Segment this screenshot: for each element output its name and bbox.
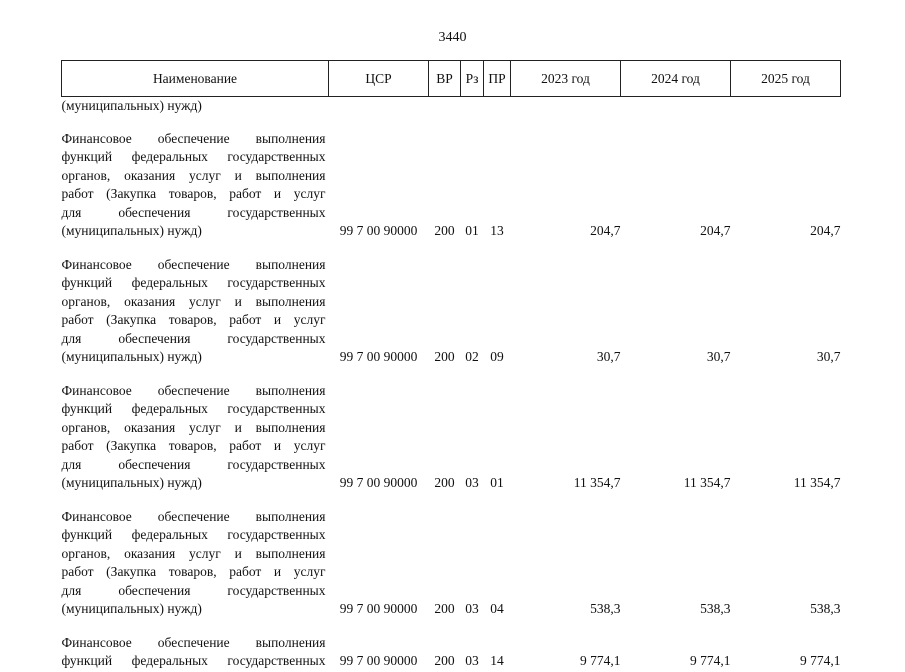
name-line: Финансовое обеспечение выполнения <box>61 508 326 524</box>
cell-pr: 14 <box>490 653 504 668</box>
header-rz: Рз <box>461 61 484 97</box>
row-name <box>62 382 329 494</box>
cell-rz: 03 <box>465 601 479 616</box>
cell-2023: 11 354,7 <box>573 475 621 490</box>
row-name <box>62 634 329 672</box>
table-row <box>62 382 841 494</box>
cell-2025: 9 774,1 <box>800 653 841 668</box>
name-line: функций федеральных государственных <box>61 275 326 290</box>
cell-2024: 204,7 <box>700 223 731 238</box>
cell-csr: 99 7 00 90000 <box>339 223 418 238</box>
header-2023: 2023 год <box>511 61 621 97</box>
cell-vr: 200 <box>434 223 455 238</box>
cell-2024: 11 354,7 <box>683 475 731 490</box>
cell-rz: 03 <box>465 653 479 668</box>
name-line: работ (Закупка товаров, работ и услуг <box>61 438 326 453</box>
cell-vr: 200 <box>434 653 455 668</box>
name-line: функций федеральных государственных <box>61 527 326 542</box>
cell-rz: 03 <box>465 475 479 490</box>
row-spacer <box>62 494 841 508</box>
continued-text: (муниципальных) нужд) <box>61 98 202 113</box>
name-line: для обеспечения государственных <box>61 204 326 220</box>
name-line: (муниципальных) нужд) <box>61 601 202 616</box>
cell-2025: 204,7 <box>810 223 841 238</box>
row-name <box>62 256 329 368</box>
cell-pr: 09 <box>490 349 504 364</box>
header-name: Наименование <box>62 61 329 97</box>
cell-2024: 30,7 <box>706 349 731 364</box>
header-vr: ВР <box>429 61 461 97</box>
name-line: функций федеральных государственных <box>61 149 326 164</box>
row-spacer <box>62 116 841 130</box>
cell-rz: 01 <box>465 223 479 238</box>
row-name <box>62 508 329 620</box>
name-line: Финансовое обеспечение выполнения <box>61 130 326 146</box>
header-csr: ЦСР <box>329 61 429 97</box>
name-line: (муниципальных) нужд) <box>61 475 202 490</box>
name-line: работ (Закупка товаров, работ и услуг <box>61 186 326 201</box>
name-line: органов, оказания услуг и выполнения <box>61 419 326 435</box>
header-pr: ПР <box>484 61 511 97</box>
cell-csr: 99 7 00 90000 <box>339 601 418 616</box>
name-line: функций федеральных государственных <box>61 653 326 668</box>
cell-2023: 9 774,1 <box>580 653 621 668</box>
name-line: для обеспечения государственных <box>61 456 326 472</box>
row-spacer <box>62 620 841 634</box>
cell-vr: 200 <box>434 601 455 616</box>
table-row <box>62 130 841 242</box>
name-line: органов, оказания услуг и выполнения <box>61 545 326 561</box>
cell-2023: 204,7 <box>590 223 621 238</box>
cell-2025: 30,7 <box>816 349 841 364</box>
table-row-continued <box>62 97 841 116</box>
table-header-row <box>62 61 841 97</box>
name-line: работ (Закупка товаров, работ и услуг <box>61 312 326 327</box>
cell-csr: 99 7 00 90000 <box>339 349 418 364</box>
row-spacer <box>62 242 841 256</box>
cell-csr: 99 7 00 90000 <box>339 475 418 490</box>
name-line: органов, оказания услуг и выполнения <box>61 167 326 183</box>
cell-2023: 30,7 <box>596 349 621 364</box>
page-number: 3440 <box>438 30 467 45</box>
name-line: для обеспечения государственных <box>61 582 326 598</box>
name-line: (муниципальных) нужд) <box>61 223 202 238</box>
name-line: для обеспечения государственных <box>61 330 326 346</box>
cell-pr: 13 <box>490 223 504 238</box>
cell-rz: 02 <box>465 349 479 364</box>
cell-2025: 538,3 <box>810 601 841 616</box>
table-row <box>62 634 841 672</box>
cell-2025: 11 354,7 <box>793 475 841 490</box>
name-line: Финансовое обеспечение выполнения <box>61 256 326 272</box>
cell-2024: 538,3 <box>700 601 731 616</box>
header-2025: 2025 год <box>731 61 841 97</box>
row-spacer <box>62 368 841 382</box>
name-line: функций федеральных государственных <box>61 401 326 416</box>
cell-2024: 9 774,1 <box>690 653 731 668</box>
name-line: Финансовое обеспечение выполнения <box>61 382 326 398</box>
name-line: (муниципальных) нужд) <box>61 349 202 364</box>
cell-csr: 99 7 00 90000 <box>339 653 418 668</box>
cell-pr: 04 <box>490 601 504 616</box>
name-line: работ (Закупка товаров, работ и услуг <box>61 564 326 579</box>
cell-2023: 538,3 <box>590 601 621 616</box>
table-row <box>62 256 841 368</box>
cell-vr: 200 <box>434 475 455 490</box>
budget-table <box>61 60 841 672</box>
table-row <box>62 508 841 620</box>
cell-pr: 01 <box>490 475 504 490</box>
row-name <box>62 130 329 242</box>
name-line: Финансовое обеспечение выполнения <box>61 634 326 650</box>
header-2024: 2024 год <box>621 61 731 97</box>
name-line: органов, оказания услуг и выполнения <box>61 293 326 309</box>
table-body <box>62 97 841 672</box>
cell-vr: 200 <box>434 349 455 364</box>
